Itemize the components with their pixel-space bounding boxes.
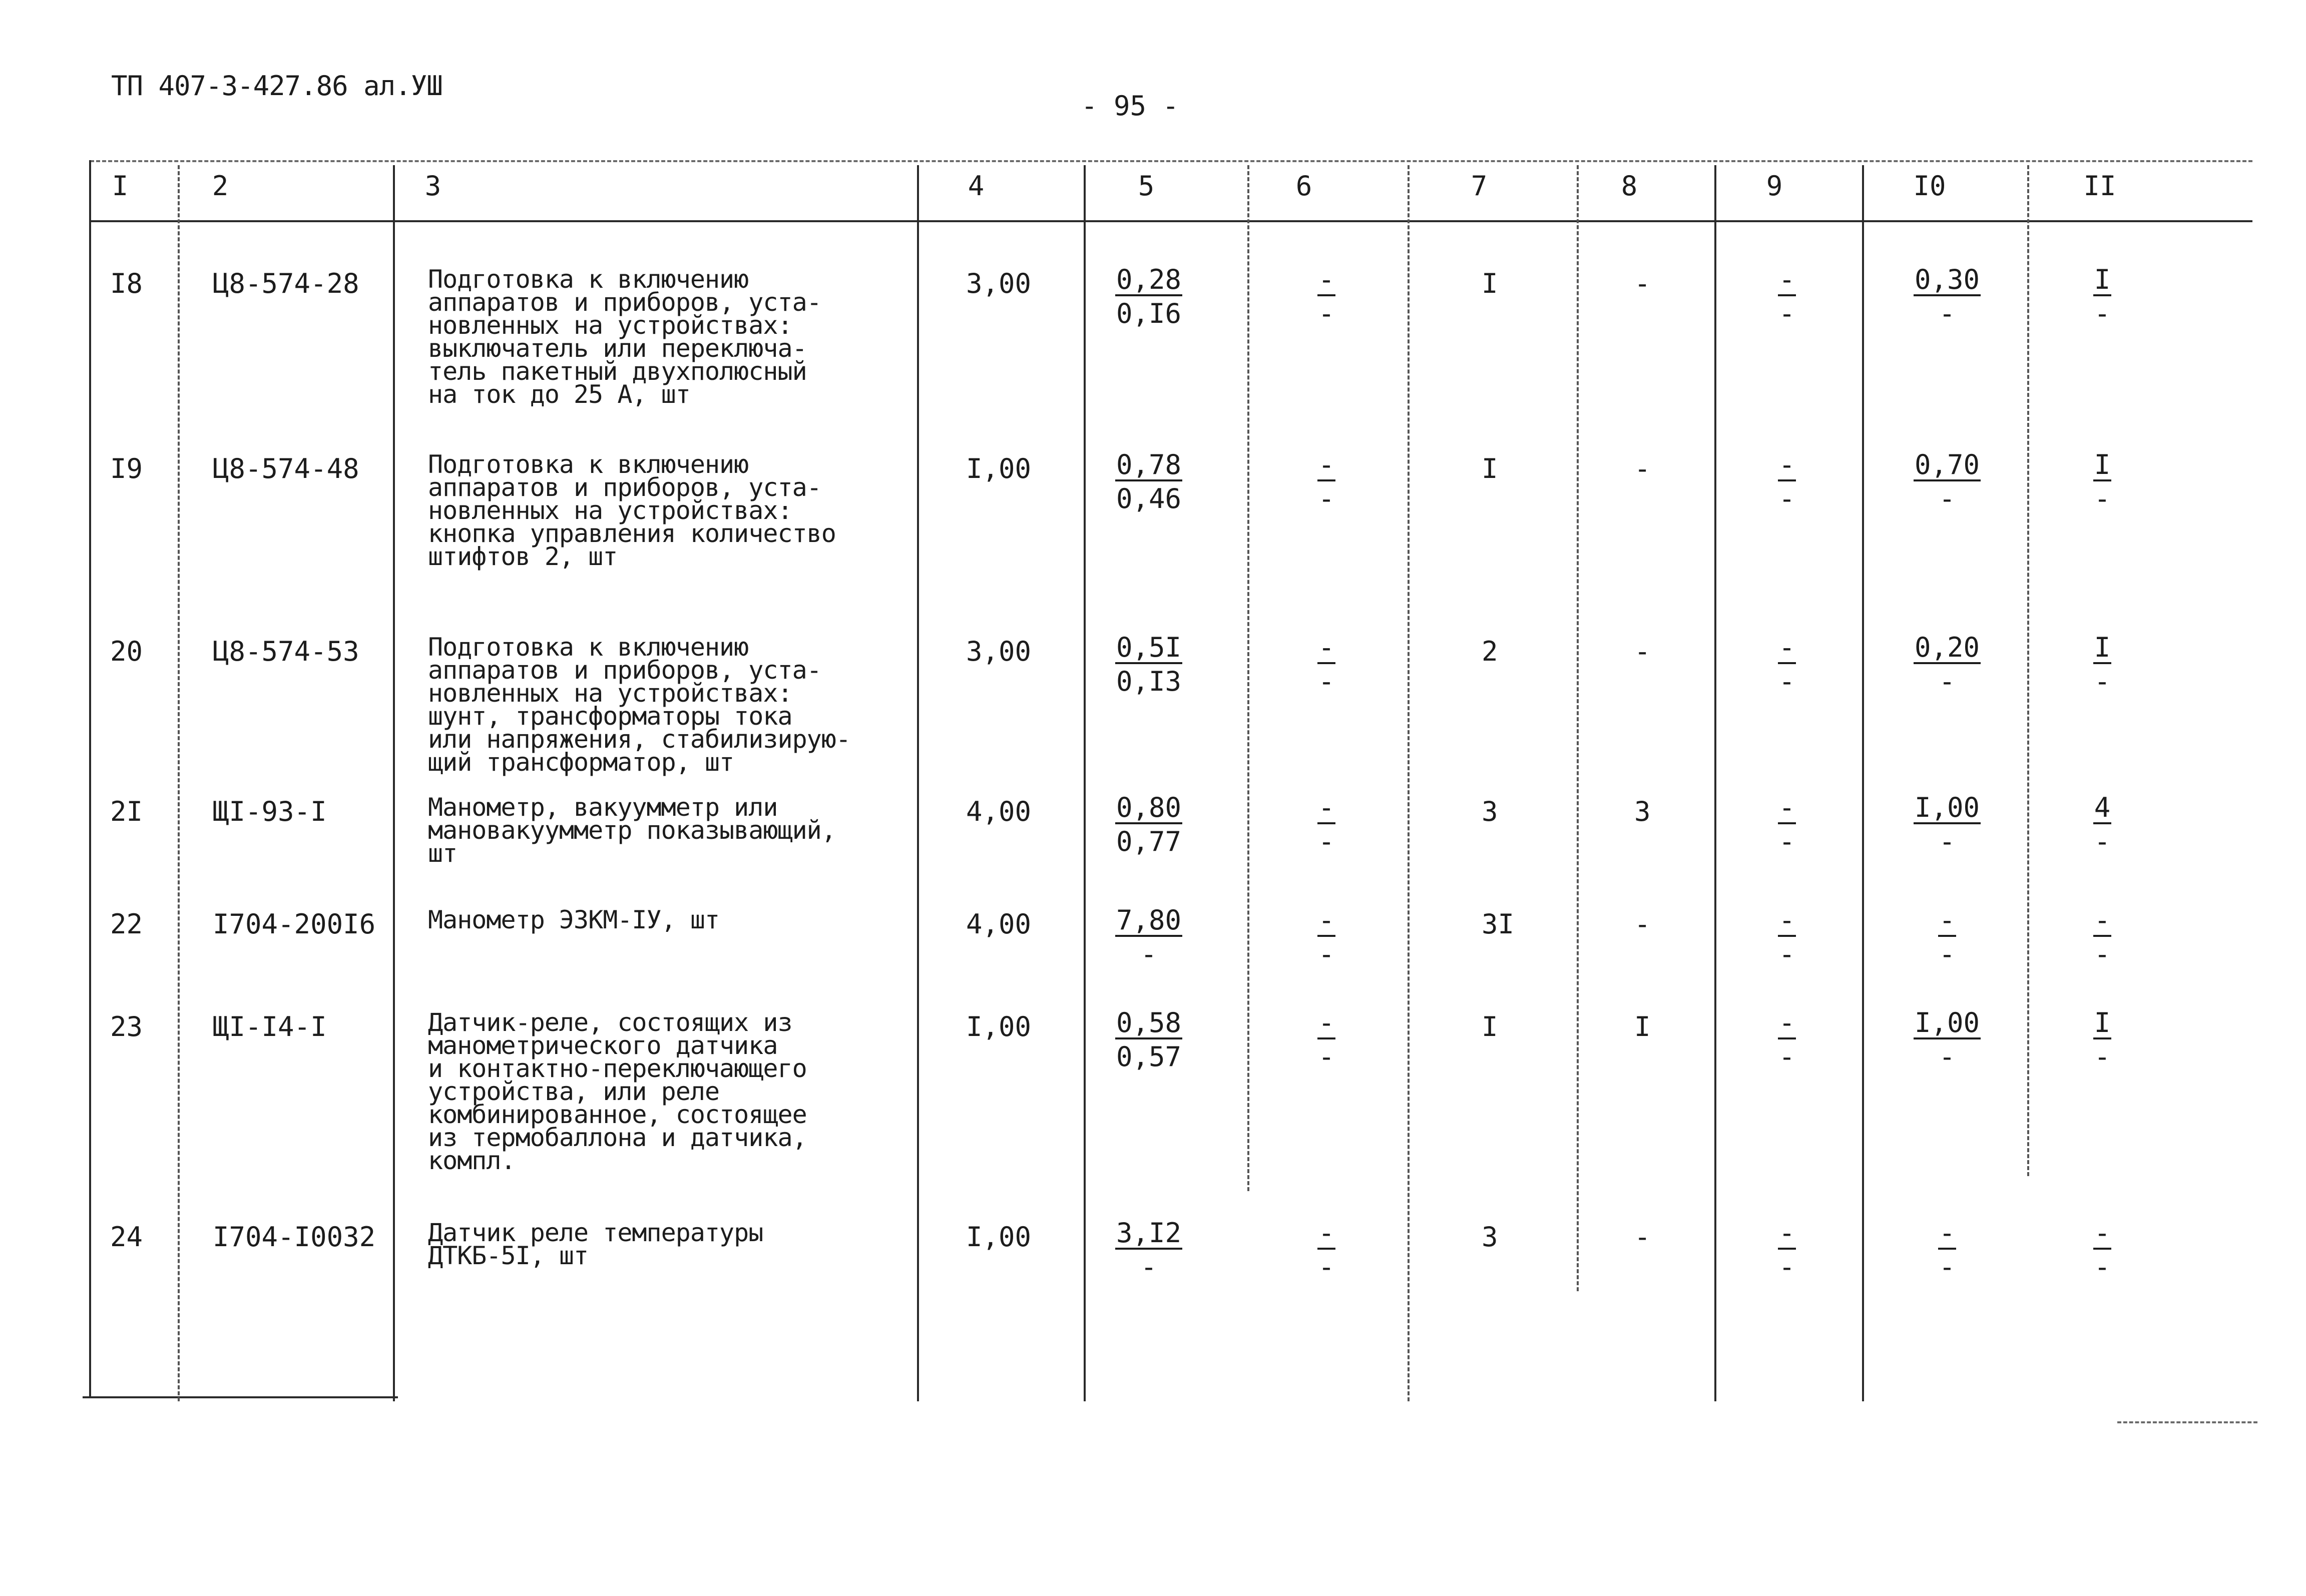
col11-value-numerator: I xyxy=(2094,264,2111,295)
col8-value: - xyxy=(1634,453,1651,484)
col9-value-numerator: - xyxy=(1778,1217,1795,1249)
col10-value xyxy=(1897,449,1997,513)
col10-value-denominator: - xyxy=(1939,1251,1956,1283)
col9-value xyxy=(1737,264,1837,328)
column-header-4: 4 xyxy=(968,170,985,202)
price-code: ЩI-I4-I xyxy=(213,1011,327,1042)
col11-value-denominator: - xyxy=(2094,483,2111,514)
col6-value-denominator: - xyxy=(1318,1251,1335,1283)
quantity: I,00 xyxy=(966,1011,1032,1042)
col8-value: - xyxy=(1634,268,1651,299)
price-code: Ц8-574-28 xyxy=(213,268,359,299)
col8-value: - xyxy=(1634,908,1651,940)
col7-value: 2 xyxy=(1482,636,1498,667)
col5-value-denominator: - xyxy=(1140,1251,1157,1283)
table-top-rule xyxy=(90,160,2252,162)
col6-value xyxy=(1276,1217,1376,1282)
col10-value xyxy=(1897,264,1997,328)
col5-value xyxy=(1099,1007,1199,1072)
quantity: I,00 xyxy=(966,1221,1032,1253)
col9-value-denominator: - xyxy=(1778,1041,1795,1073)
col9-value xyxy=(1737,1007,1837,1072)
col11-value xyxy=(2052,264,2152,328)
col10-value-numerator: - xyxy=(1939,904,1956,936)
col10-value-denominator: - xyxy=(1939,1041,1956,1073)
col9-value xyxy=(1737,632,1837,696)
col11-value-numerator: I xyxy=(2094,1007,2111,1038)
col6-value-numerator: - xyxy=(1318,904,1335,936)
col5-value xyxy=(1099,264,1199,328)
col5-value-denominator: 0,46 xyxy=(1116,483,1182,514)
col6-value-numerator: - xyxy=(1318,449,1335,480)
row-number: 22 xyxy=(110,908,143,940)
col10-value-denominator: - xyxy=(1939,298,1956,329)
col10-value xyxy=(1897,632,1997,696)
column-header-9: 9 xyxy=(1766,170,1783,202)
col7-value: I xyxy=(1482,1011,1498,1042)
col10-value-numerator: 0,20 xyxy=(1914,632,1980,663)
col7-value: I xyxy=(1482,268,1498,299)
col9-value-numerator: - xyxy=(1778,904,1795,936)
col9-value xyxy=(1737,792,1837,856)
col10-value xyxy=(1897,904,1997,969)
col5-value-denominator: 0,I3 xyxy=(1116,666,1182,697)
table-bottom-rule xyxy=(83,1396,398,1398)
col5-value-denominator: 0,57 xyxy=(1116,1041,1182,1073)
col11-value-denominator: - xyxy=(2094,666,2111,697)
col11-value-numerator: I xyxy=(2094,632,2111,663)
col10-value-denominator: - xyxy=(1939,826,1956,857)
document-code: ТП 407-3-427.86 ал.УШ xyxy=(111,70,442,102)
column-header-1: I xyxy=(112,170,129,202)
col6-value-denominator: - xyxy=(1318,483,1335,514)
column-header-6: 6 xyxy=(1295,170,1312,202)
row-number: 2I xyxy=(110,796,143,827)
col6-value xyxy=(1276,792,1376,856)
column-divider-6-7 xyxy=(1408,165,1410,1401)
col10-value-denominator: - xyxy=(1939,938,1956,970)
quantity: 4,00 xyxy=(966,796,1032,827)
col11-value-denominator: - xyxy=(2094,298,2111,329)
col7-value: 3 xyxy=(1482,796,1498,827)
quantity: 3,00 xyxy=(966,268,1032,299)
column-header-8: 8 xyxy=(1621,170,1638,202)
page-number: - 95 - xyxy=(1081,90,1179,122)
col5-value-numerator: 0,5I xyxy=(1116,632,1182,663)
col9-value-denominator: - xyxy=(1778,1251,1795,1283)
col10-value xyxy=(1897,792,1997,856)
col8-value: - xyxy=(1634,1221,1651,1253)
col9-value-denominator: - xyxy=(1778,483,1795,514)
work-description: Подготовка к включению аппаратов и приборов, уста- новленных на устройствах: выключатель или переключа- тель пакетный двухполюсный на ток до 25 А, шт xyxy=(428,265,821,409)
col11-value-denominator: - xyxy=(2094,1251,2111,1283)
col9-value-denominator: - xyxy=(1778,298,1795,329)
col5-value xyxy=(1099,1217,1199,1282)
col5-value xyxy=(1099,449,1199,513)
column-header-2: 2 xyxy=(212,170,229,202)
column-divider-1-2 xyxy=(178,165,180,1401)
col9-value xyxy=(1737,449,1837,513)
column-divider-2-3 xyxy=(393,165,395,1401)
col11-value-denominator: - xyxy=(2094,1041,2111,1073)
row-number: I8 xyxy=(110,268,143,299)
col7-value: 3I xyxy=(1482,908,1515,940)
col8-value: 3 xyxy=(1634,796,1651,827)
col5-value-numerator: 0,78 xyxy=(1116,449,1182,480)
col5-value-denominator: 0,I6 xyxy=(1116,298,1182,329)
work-description: Датчик-реле, состоящих из манометрического датчика и контактно-переключающего устройства, или реле комбинированное, состоящее из термобаллона и датчика, компл. xyxy=(428,1008,807,1175)
col10-value-denominator: - xyxy=(1939,666,1956,697)
col10-value-numerator: I,00 xyxy=(1914,792,1980,823)
col6-value-numerator: - xyxy=(1318,1007,1335,1038)
row-number: 24 xyxy=(110,1221,143,1253)
column-divider-3-4 xyxy=(917,165,919,1401)
col11-value xyxy=(2052,449,2152,513)
col11-value-denominator: - xyxy=(2094,826,2111,857)
price-code: Ц8-574-53 xyxy=(213,636,359,667)
col11-value-numerator: - xyxy=(2094,904,2111,936)
col11-value xyxy=(2052,904,2152,969)
col10-value-numerator: 0,30 xyxy=(1914,264,1980,295)
col6-value-numerator: - xyxy=(1318,264,1335,295)
table-bottom-rule-right xyxy=(2117,1421,2257,1423)
column-header-7: 7 xyxy=(1471,170,1488,202)
column-divider-7-8 xyxy=(1577,165,1579,1291)
row-number: 20 xyxy=(110,636,143,667)
col9-value-numerator: - xyxy=(1778,264,1795,295)
col6-value-numerator: - xyxy=(1318,1217,1335,1249)
col6-value-denominator: - xyxy=(1318,826,1335,857)
work-description: Подготовка к включению аппаратов и приборов, уста- новленных на устройствах: кнопка управления количество штифтов 2, шт xyxy=(428,450,836,571)
col11-value-numerator: - xyxy=(2094,1217,2111,1249)
column-divider-4-5 xyxy=(1084,165,1086,1401)
column-divider-9-10 xyxy=(1862,165,1864,1401)
col10-value-numerator: - xyxy=(1939,1217,1956,1249)
column-header-3: 3 xyxy=(424,170,441,202)
col8-value: I xyxy=(1634,1011,1651,1042)
col10-value-numerator: 0,70 xyxy=(1914,449,1980,480)
col11-value-numerator: I xyxy=(2094,449,2111,480)
price-code: I704-200I6 xyxy=(213,908,376,940)
col6-value xyxy=(1276,904,1376,969)
col9-value-numerator: - xyxy=(1778,449,1795,480)
col11-value xyxy=(2052,632,2152,696)
work-description: Манометр ЭЗКМ-IУ, шт xyxy=(428,905,720,934)
col10-value-numerator: I,00 xyxy=(1914,1007,1980,1038)
col5-value xyxy=(1099,632,1199,696)
col7-value: 3 xyxy=(1482,1221,1498,1253)
col9-value-numerator: - xyxy=(1778,792,1795,823)
col10-value-denominator: - xyxy=(1939,483,1956,514)
col11-value xyxy=(2052,1007,2152,1072)
col9-value-denominator: - xyxy=(1778,826,1795,857)
col5-value xyxy=(1099,904,1199,969)
col6-value-numerator: - xyxy=(1318,792,1335,823)
col9-value-numerator: - xyxy=(1778,632,1795,663)
col6-value-numerator: - xyxy=(1318,632,1335,663)
col11-value xyxy=(2052,1217,2152,1282)
col5-value-denominator: - xyxy=(1140,938,1157,970)
col5-value xyxy=(1099,792,1199,856)
col11-value xyxy=(2052,792,2152,856)
work-description: Манометр, вакуумметр или мановакуумметр показывающий, шт xyxy=(428,793,836,868)
col9-value-numerator: - xyxy=(1778,1007,1795,1038)
col6-value-denominator: - xyxy=(1318,938,1335,970)
row-number: I9 xyxy=(110,453,143,484)
work-description: Датчик реле температуры ДТКБ-5I, шт xyxy=(428,1218,763,1270)
col6-value xyxy=(1276,1007,1376,1072)
col10-value xyxy=(1897,1007,1997,1072)
column-divider-8-9 xyxy=(1714,165,1716,1401)
price-code: I704-I0032 xyxy=(213,1221,376,1253)
col9-value-denominator: - xyxy=(1778,938,1795,970)
price-code: ЩI-93-I xyxy=(213,796,327,827)
col8-value: - xyxy=(1634,636,1651,667)
price-code: Ц8-574-48 xyxy=(213,453,359,484)
column-divider-5-6 xyxy=(1247,165,1249,1191)
col11-value-numerator: 4 xyxy=(2094,792,2111,823)
column-header-11: II xyxy=(2083,170,2116,202)
col7-value: I xyxy=(1482,453,1498,484)
row-number: 23 xyxy=(110,1011,143,1042)
col6-value-denominator: - xyxy=(1318,298,1335,329)
col6-value xyxy=(1276,264,1376,328)
col9-value xyxy=(1737,1217,1837,1282)
col6-value xyxy=(1276,449,1376,513)
col5-value-numerator: 0,28 xyxy=(1116,264,1182,295)
col6-value-denominator: - xyxy=(1318,666,1335,697)
column-header-10: I0 xyxy=(1913,170,1946,202)
col10-value xyxy=(1897,1217,1997,1282)
quantity: 4,00 xyxy=(966,908,1032,940)
col6-value xyxy=(1276,632,1376,696)
work-description: Подготовка к включению аппаратов и приборов, уста- новленных на устройствах: шунт, трансформаторы тока или напряжения, стабилизирую- щий трансформатор, шт xyxy=(428,633,850,777)
column-header-5: 5 xyxy=(1138,170,1155,202)
header-bottom-rule xyxy=(90,220,2252,222)
col11-value-denominator: - xyxy=(2094,938,2111,970)
col5-value-numerator: 0,58 xyxy=(1116,1007,1182,1038)
col6-value-denominator: - xyxy=(1318,1041,1335,1073)
quantity: I,00 xyxy=(966,453,1032,484)
column-divider-left-edge xyxy=(89,160,91,1396)
col9-value-denominator: - xyxy=(1778,666,1795,697)
col5-value-numerator: 3,I2 xyxy=(1116,1217,1182,1249)
col5-value-numerator: 7,80 xyxy=(1116,904,1182,936)
col5-value-numerator: 0,80 xyxy=(1116,792,1182,823)
quantity: 3,00 xyxy=(966,636,1032,667)
column-divider-10-11 xyxy=(2027,165,2029,1176)
col5-value-denominator: 0,77 xyxy=(1116,826,1182,857)
col9-value xyxy=(1737,904,1837,969)
